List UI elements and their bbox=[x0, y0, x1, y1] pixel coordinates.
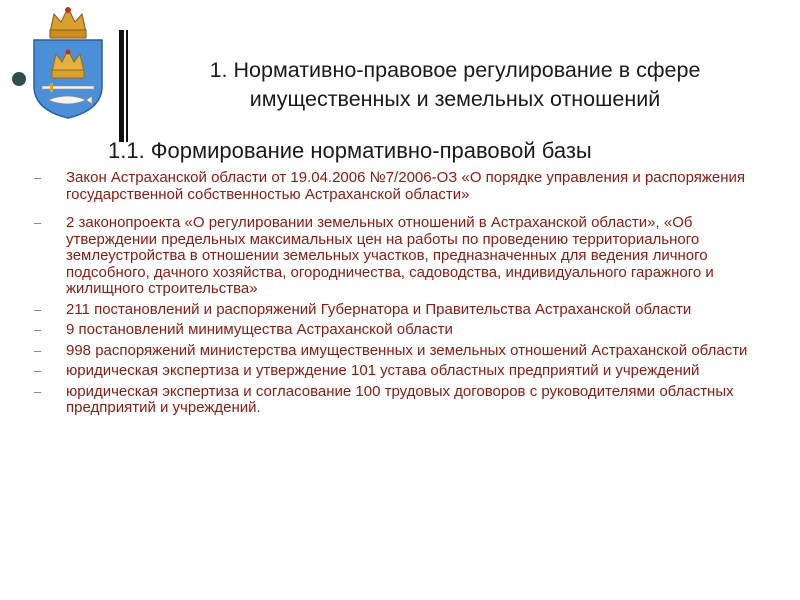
list-item-text: 211 постановлений и распоряжений Губернатора и Правительства Астраханской области bbox=[66, 300, 692, 318]
list-item bbox=[30, 384, 770, 417]
title-line-2: имущественных и земельных отношений bbox=[249, 87, 661, 111]
list-item bbox=[30, 343, 770, 360]
title-line-1: 1. Нормативно-правовое регулирование в сфере bbox=[209, 58, 701, 82]
dash-bullet: – bbox=[34, 301, 42, 317]
bullet-dot-icon bbox=[12, 72, 26, 86]
list-item-text: юридическая экспертиза и утверждение 101 устава областных предприятий и учреждений bbox=[66, 362, 700, 379]
section-subtitle: 1.1. Формирование нормативно-правовой базы bbox=[108, 138, 592, 163]
list-item-text: 9 постановлений минимущества Астраханской области bbox=[66, 321, 453, 338]
list-item bbox=[30, 363, 770, 380]
dash-bullet: – bbox=[34, 363, 42, 378]
list-item bbox=[30, 302, 770, 319]
bullet-list bbox=[30, 170, 770, 421]
dash-bullet: – bbox=[34, 383, 42, 399]
dash-bullet: – bbox=[34, 170, 42, 185]
list-item bbox=[30, 215, 770, 298]
list-item-text: 998 распоряжений министерства имущественных и земельных отношений Астраханской области bbox=[66, 341, 748, 359]
dash-bullet: – bbox=[34, 215, 42, 230]
divider-bar-thin bbox=[126, 30, 128, 142]
list-item bbox=[30, 322, 770, 339]
list-item-text: 2 законопроекта «О регулировании земельных отношений в Астраханской области», «Об утверждении предельных максимальных цен на работы по проведению территориального землеустройства в отношении земельных участков, предназначенных для ведения личного подсобного, дачного хозяйства, огородничества, садоводства, индивидуального гаражного и жилищного строительства» bbox=[66, 214, 714, 297]
list-item bbox=[30, 170, 770, 203]
divider-bar bbox=[119, 30, 124, 142]
slide-title bbox=[140, 56, 770, 114]
dash-bullet: – bbox=[34, 322, 42, 337]
list-item-text: Закон Астраханской области от 19.04.2006 №7/2006-ОЗ «О порядке управления и распоряжения государственной собственностью Астраханской области» bbox=[66, 169, 746, 203]
coat-of-arms-icon bbox=[28, 2, 108, 122]
dash-bullet: – bbox=[34, 342, 42, 358]
list-item-text: юридическая экспертиза и согласование 100 трудовых договоров с руководителями областных предприятий и учреждений. bbox=[66, 382, 734, 416]
